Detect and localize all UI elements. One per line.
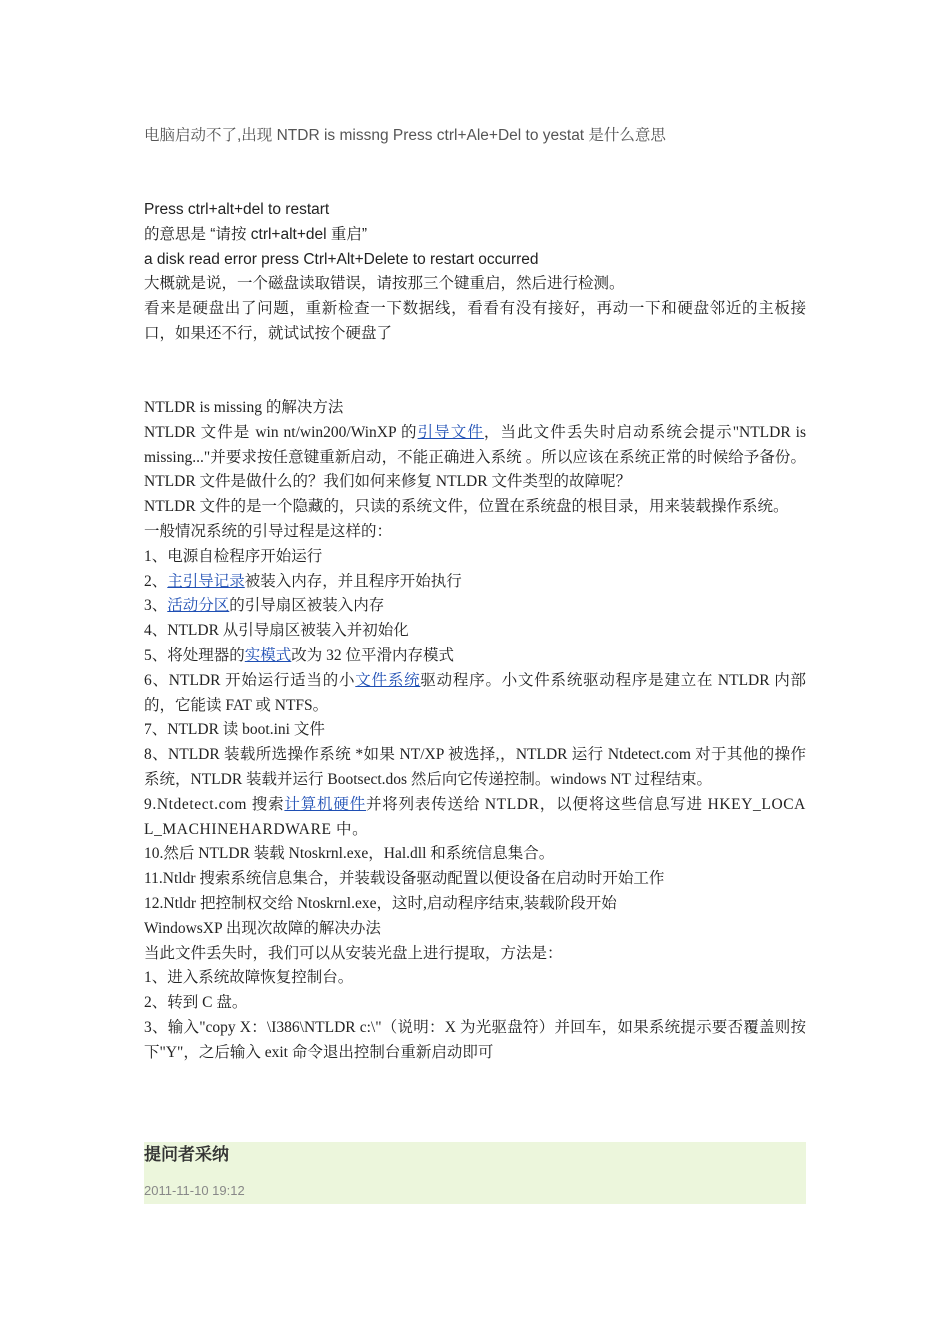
- text-span: ，当此文件丢失时启动系统会提示"NTLDR is missing..."并要求按任意键重新启动，不能正确进入系统 。所以应该在系统正常的时候给予备份。 NTLDR 文件是做什么的？我们如何来修复 NTLDR 文件类型的故障呢？: [144, 423, 806, 491]
- answer-two: [144, 396, 806, 1066]
- accepted-date: 2011-11-10 19:12: [144, 1183, 245, 1198]
- text-span: 驱动程序。小文件系统驱动程序是建立在 NTLDR 内部的，它能读 FAT 或 NTFS。: [144, 671, 806, 714]
- section-heading: NTLDR is missing 的解决方法: [144, 399, 344, 416]
- link-file-system[interactable]: 文件系统: [355, 671, 421, 689]
- fix-step: 1、进入系统故障恢复控制台。: [144, 969, 354, 987]
- step-item: [144, 793, 806, 843]
- answer-paragraph: NTLDR 文件的是一个隐藏的，只读的系统文件，位置在系统盘的根目录，用来装载操作系统。: [144, 498, 789, 516]
- text-span: 6、NTLDR 开始运行适当的小: [144, 671, 356, 689]
- step-item: [144, 570, 806, 595]
- fix-step: 2、转到 C 盘。: [144, 994, 248, 1012]
- section-heading: WindowsXP 出现次故障的解决办法: [144, 919, 381, 937]
- link-computer-hardware[interactable]: 计算机硬件: [284, 795, 366, 813]
- text-span: 3、: [144, 597, 168, 615]
- link-boot-file[interactable]: 引导文件: [417, 423, 484, 441]
- link-master-boot-record[interactable]: 主引导记录: [167, 572, 245, 590]
- answer-paragraph: 看来是硬盘出了问题，重新检查一下数据线，看看有没有接好，再动一下和硬盘邻近的主板接口，如果还不行，就试试按个硬盘了: [144, 300, 806, 342]
- step-item: 10.然后 NTLDR 装载 Ntoskrnl.exe，Hal.dll 和系统信息集合。: [144, 845, 555, 863]
- step-item: 7、NTLDR 读 boot.ini 文件: [144, 721, 325, 739]
- step-item: [144, 644, 806, 669]
- step-item: 4、NTLDR 从引导扇区被装入并初始化: [144, 622, 409, 640]
- text-span: 2、: [144, 572, 168, 590]
- answer-line: 大概就是说，一个磁盘读取错误，请按那三个键重启，然后进行检测。: [144, 275, 625, 293]
- accepted-title: 提问者采纳: [144, 1145, 229, 1164]
- step-item: 11.Ntldr 搜索系统信息集合，并装载设备驱动配置以便设备在启动时开始工作: [144, 870, 665, 888]
- step-item: 8、NTLDR 装载所选操作系统 *如果 NT/XP 被选择,，NTLDR 运行 Ntdetect.com 对于其他的操作系统，NTLDR 装载并运行 Bootsect.dos 然后向它传递控制。windows NT 过程结束。: [144, 746, 806, 788]
- answer-paragraph: [144, 421, 806, 495]
- text-span: 的引导扇区被装入内存: [229, 597, 385, 615]
- step-item: 1、电源自检程序开始运行: [144, 547, 323, 565]
- answer-paragraph: 当此文件丢失时，我们可以从安装光盘上进行提取，方法是：: [144, 944, 563, 962]
- answer-line: 的意思是 “请按 ctrl+alt+del 重启”: [144, 225, 368, 243]
- answer-paragraph: 一般情况系统的引导过程是这样的：: [144, 522, 393, 540]
- step-item: 12.Ntldr 把控制权交给 Ntoskrnl.exe，这时,启动程序结束,装载阶段开始: [144, 894, 617, 912]
- text-span: 5、将处理器的: [144, 646, 245, 664]
- step-item: [144, 594, 806, 619]
- link-active-partition[interactable]: 活动分区: [167, 597, 230, 615]
- text-span: NTLDR 文件是 win nt/win200/WinXP 的: [144, 423, 418, 441]
- text-span: 9.Ntdetect.com 搜索: [144, 795, 285, 813]
- fix-step: 3、输入"copy X：\I386\NTLDR c:\"（说明：X 为光驱盘符）并回车，如果系统提示要否覆盖则按下"Y"，之后输入 exit 命令退出控制台重新启动即可: [144, 1018, 806, 1061]
- text-span: 改为 32 位平滑内存模式: [291, 646, 455, 664]
- accepted-answer-box: [144, 1142, 806, 1204]
- text-span: 并将列表传送给 NTLDR，以便将这些信息写进 HKEY_LOCAL_MACHINEHARDWARE 中。: [144, 795, 806, 838]
- link-real-mode[interactable]: 实模式: [244, 646, 292, 664]
- answer-one: [144, 198, 806, 347]
- text-span: 被装入内存，并且程序开始执行: [244, 572, 462, 590]
- question-title: 电脑启动不了,出现 NTDR is missng Press ctrl+Ale+Del to yestat 是什么意思: [144, 127, 666, 144]
- answer-line: Press ctrl+alt+del to restart: [144, 201, 330, 218]
- answer-line: a disk read error press Ctrl+Alt+Delete to restart occurred: [144, 250, 539, 268]
- step-item: [144, 669, 806, 719]
